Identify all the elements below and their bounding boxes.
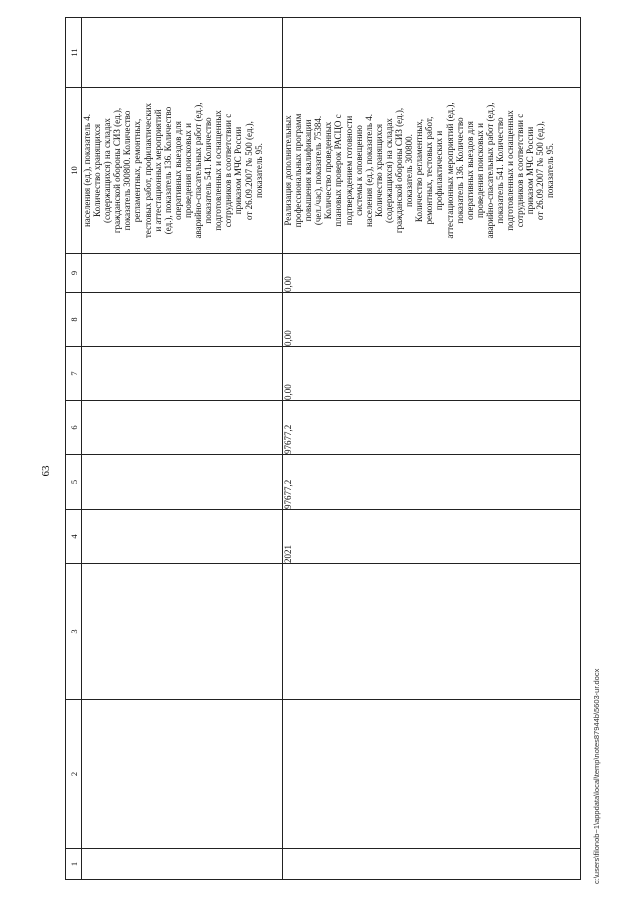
column-number: 8: [66, 293, 82, 347]
table-cell: [82, 401, 283, 455]
table-row: [82, 18, 283, 880]
table-cell: [82, 254, 283, 293]
amount-cell: 97677,2: [283, 401, 581, 455]
table-row: [283, 18, 581, 880]
data-table: [65, 17, 581, 880]
page-number: 63: [40, 465, 52, 477]
table-cell: [82, 293, 283, 347]
amount-cell: 0,00: [283, 254, 581, 293]
column-number: 5: [66, 455, 82, 510]
rotated-page-content: [65, 18, 577, 880]
column-number: 7: [66, 347, 82, 401]
table-cell: [283, 849, 581, 880]
table-cell: [283, 564, 581, 700]
column-number: 4: [66, 510, 82, 564]
column-number: 6: [66, 401, 82, 455]
table-cell: [82, 510, 283, 564]
year-cell: 2021: [283, 510, 581, 564]
indicator-description-cell: населения (ед.), показатель 4. Количество хранящихся (содержащихся) на складах гражданской обороны СИЗ (ед.), показатель 300800. Количество регламентных, ремонтных, тестовых работ, профилактических и аттестационных мероприятий (ед.), показатель 136. Количество оперативных выездов для проведения поисковых и аварийно-спасательных работ (ед.), показатель 541. Количество подготовленных и оснащенных сотрудников в соответствии с приказом МЧС России от 26.09.2007 № 500 (ед.), показатель 95.: [82, 88, 283, 254]
amount-cell: 97677,2: [283, 455, 581, 510]
column-number: 11: [66, 18, 82, 88]
table-cell: [283, 700, 581, 849]
table-cell: [82, 564, 283, 700]
table-cell: [82, 700, 283, 849]
column-number-row: [66, 18, 82, 880]
document-file-path: c:\users\filonob~1\appdata\local\temp\notes87944b\5603-ur.docx: [592, 668, 601, 884]
table-cell: [82, 347, 283, 401]
column-number: 10: [66, 88, 82, 254]
column-number: 1: [66, 849, 82, 880]
table-cell: [82, 18, 283, 88]
table-cell: [82, 849, 283, 880]
amount-cell: 0,00: [283, 347, 581, 401]
column-number: 2: [66, 700, 82, 849]
table-cell: [82, 455, 283, 510]
amount-cell: 0,00: [283, 293, 581, 347]
column-number: 9: [66, 254, 82, 293]
table-cell: [283, 18, 581, 88]
indicator-description-cell: Реализация дополнительных профессиональных программ повышения квалификации (чел./час), показатель 75384. Количество проведенных плановых проверок РАСЦО с подтверждением готовности системы к оповещению населения (ед.), показатель 4. Количество хранящихся (содержащихся) на складах гражданской обороны СИЗ (ед.), показатель 300800. Количество регламентных, ремонтных, тестовых работ, профилактических и аттестационных мероприятий (ед.), показатель 136. Количество оперативных выездов для проведения поисковых и аварийно-спасательных работ (ед.), показатель 541. Количество подготовленных и оснащенных сотрудников в соответствии с приказом МЧС России от 26.09.2007 № 500 (ед.), показатель 95.: [283, 88, 581, 254]
column-number: 3: [66, 564, 82, 700]
